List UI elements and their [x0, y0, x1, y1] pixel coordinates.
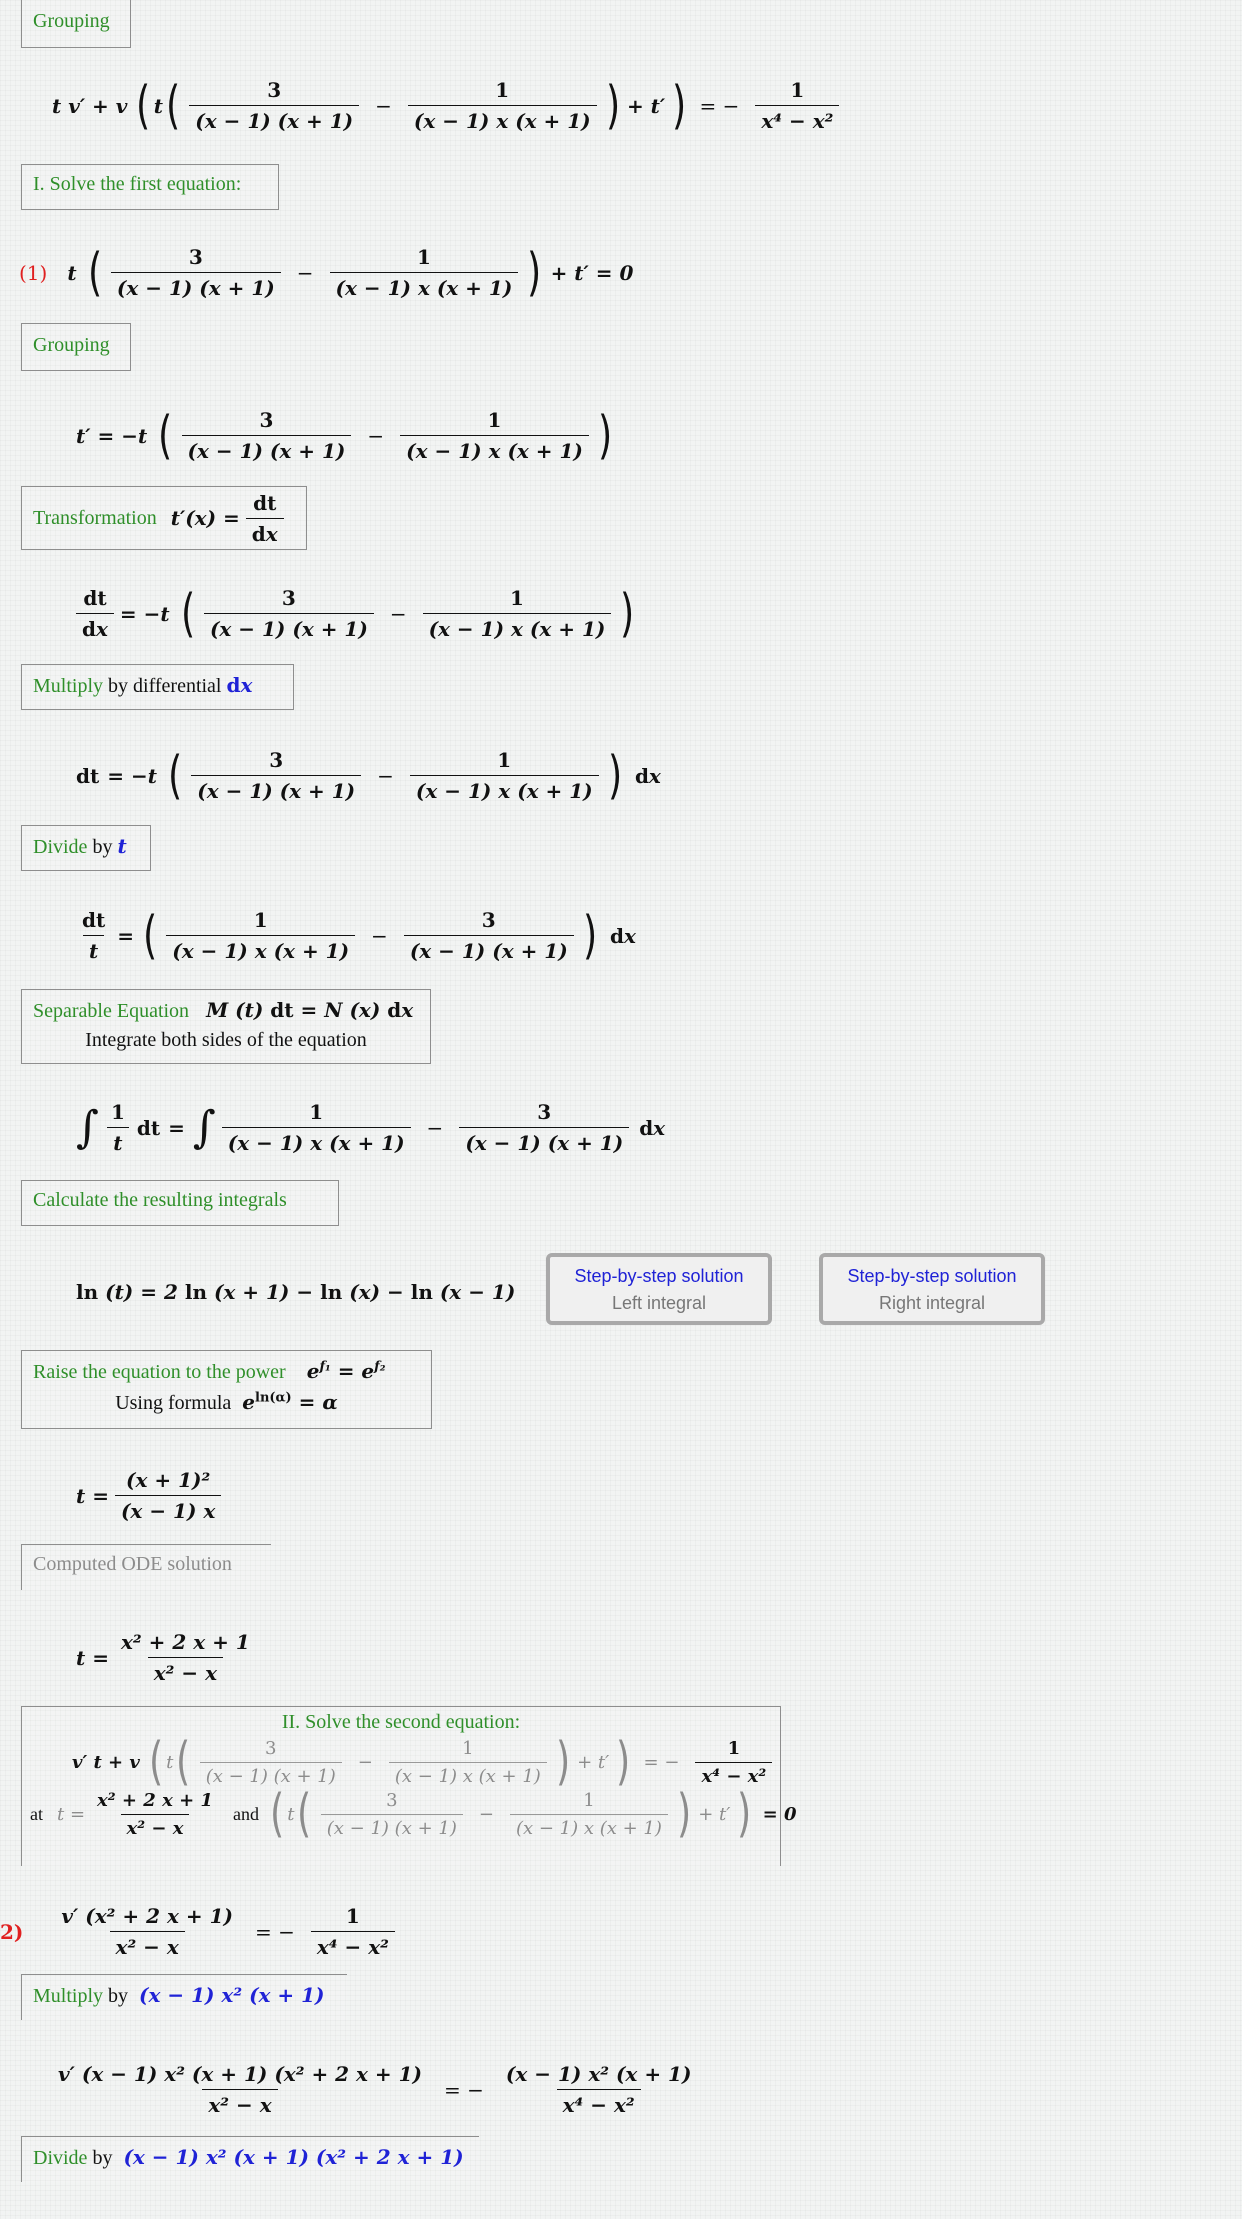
step2-equation-b: at t = $\frac{\text{x² + 2 x + 1}}{\text{x² − x}}$ and ( t ( $\frac{3}{(x - 1) (x + 1)}$ − $\frac{1}{(x - 1) x (x + 1)}$ ) + t′ ) = 0: [30, 1784, 797, 1844]
divide-box-1: Divide by t: [21, 825, 151, 871]
grouping-label: Grouping: [33, 10, 110, 32]
equation-integral: ∫ $\frac{1}{t}$ dt = ∫ $\frac{1}{(x - 1) x (x + 1)}$ − $\frac{3}{(x - 1) (x + 1)}$ dx: [76, 1100, 666, 1155]
equation-dt-over-t: $\frac{dt}{t}$ = ( $\frac{1}{(x - 1) x (x + 1)}$ − $\frac{3}{(x - 1) (x + 1)}$ ) dx: [82, 905, 636, 966]
left-integral-button-title: Step-by-step solution: [574, 1266, 744, 1286]
multiply-box-1: Multiply by differential dx: [21, 664, 294, 710]
integrate-both-label: Integrate both sides of the equation: [85, 1029, 367, 1051]
equation-dtdx: $\frac{dt}{dx}$ = −t ( $\frac{3}{(x - 1) (x + 1)}$ − $\frac{1}{(x - 1) x (x + 1)}$ ): [76, 586, 638, 641]
equation-2: 2) $\frac{\text{v′ (x² + 2 x + 1)}}{\text{x² − x}}$ = − $\frac{1}{\text{x⁴ − x²}}$: [0, 1904, 401, 1959]
divide-by-label-1: by: [92, 836, 113, 858]
main-equation: t v′ + v ( t ( $\frac{3}{(x - 1) (x + 1)}$ − $\frac{1}{(x - 1) x (x + 1)}$ ) + t′ ) = − $\frac{1}{\text{x⁴ − x²}}$: [52, 78, 845, 133]
using-formula-label: Using formula: [115, 1392, 232, 1414]
divide-by-label-2: by: [92, 2147, 113, 2169]
and-word: and: [232, 1803, 259, 1824]
separable-label: Separable Equation: [33, 1000, 190, 1022]
grouping-label-2: Grouping: [33, 334, 110, 356]
step2-equation-a: v′ t + v ( t ( $\frac{3}{(x - 1) (x + 1)}$ − $\frac{1}{(x - 1) x (x + 1)}$ ) + t′ ) = − $\frac{1}{\text{x⁴ − x²}}$: [72, 1736, 814, 1788]
divide-box-2: Divide by (x − 1) x² (x + 1) (x² + 2 x + 1): [21, 2136, 479, 2182]
equation-t-expanded: t = $\frac{\text{x² + 2 x + 1}}{\text{x² − x}}$: [76, 1630, 250, 1685]
divide-label-2: Divide: [33, 2147, 88, 2169]
right-integral-button-title: Step-by-step solution: [847, 1266, 1017, 1286]
left-integral-button[interactable]: [546, 1253, 772, 1325]
calc-integrals-label: Calculate the resulting integrals: [33, 1189, 287, 1211]
computed-ode-box: [21, 1544, 271, 1590]
divide-label-1: Divide: [33, 836, 88, 858]
step1-title: I. Solve the first equation:: [33, 173, 242, 195]
equation-number-2: 2): [0, 1919, 24, 1944]
grouping-label-box: [21, 0, 131, 48]
equation-1: (1) t ( $\frac{3}{(x - 1) (x + 1)}$ − $\frac{1}{(x - 1) x (x + 1)}$ ) + t′ = 0: [19, 242, 634, 303]
equation-t-solution: t = $\frac{\text{(x + 1)²}}{(x - 1) x}$: [76, 1468, 227, 1523]
step2-box: [21, 1706, 797, 1866]
equation-dt: dt = −t ( $\frac{3}{(x - 1) (x + 1)}$ − $\frac{1}{(x - 1) x (x + 1)}$ ) dx: [76, 745, 661, 806]
transformation-label: Transformation: [33, 506, 157, 529]
separable-box: Separable Equation M (t) dt = N (x) dx Integrate both sides of the equation: [21, 989, 431, 1064]
at-word: at: [30, 1803, 43, 1824]
multiply-by-label-2: by: [108, 1985, 129, 2007]
step1-title-box: [21, 164, 279, 210]
raise-power-box: Raise the equation to the power $e^{f_1} = e^{f_2}$ Using formula $e^{ln(\alpha)} = \alpha$: [21, 1350, 432, 1429]
right-integral-button-subtitle: Right integral: [878, 1293, 986, 1313]
transformation-box: Transformation t′(x) = $\frac{dt}{dx}$: [21, 486, 307, 550]
grouping-label-box-2: [21, 323, 131, 371]
equation-number-1: (1): [19, 260, 48, 285]
left-integral-button-subtitle: Left integral: [611, 1293, 707, 1313]
equation-tprime: t′ = −t ( $\frac{3}{(x - 1) (x + 1)}$ − $\frac{1}{(x - 1) x (x + 1)}$ ): [76, 405, 613, 466]
right-integral-button[interactable]: [819, 1253, 1045, 1325]
calc-integrals-box: [21, 1180, 339, 1226]
multiply-box-2: Multiply by (x − 1) x² (x + 1): [21, 1974, 347, 2020]
step2-title: II. Solve the second equation:: [281, 1711, 521, 1733]
raise-power-label: Raise the equation to the power: [33, 1361, 286, 1383]
computed-ode-label: Computed ODE solution: [33, 1553, 232, 1575]
multiply-label-1: Multiply: [33, 675, 104, 697]
equation-ln: ln (t) = 2 ln (x + 1) − ln (x) − ln (x − 1): [76, 1280, 516, 1304]
multiply-by-label-1: by differential: [108, 675, 222, 697]
equation-multiplied: $\frac{\text{v′ (x − 1) x² (x + 1) (x² + 2 x + 1)}}{\text{x² − x}}$ = − $\frac{\text{(x − 1) x² (x + 1)}}{\text{x⁴ − x²}}$: [58, 2062, 692, 2117]
multiply-label-2: Multiply: [33, 1985, 104, 2007]
